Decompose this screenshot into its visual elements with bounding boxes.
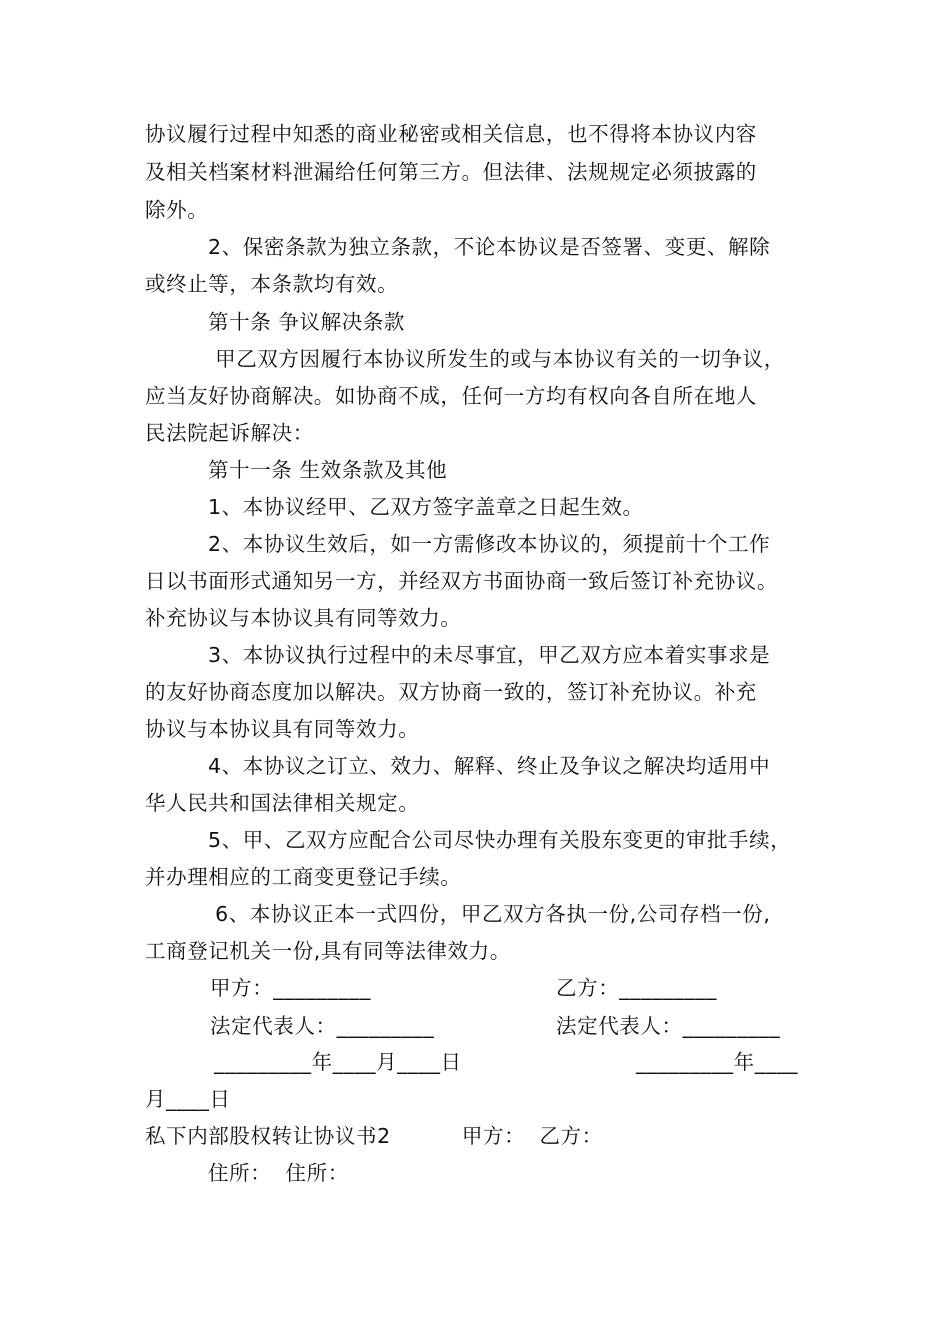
party-a-signature: 甲方：_________ — [210, 976, 371, 1000]
paragraph-line: 民法院起诉解决： — [145, 421, 314, 445]
paragraph-line: 6、本协议正本一式四份，甲乙双方各执一份,公司存档一份, — [208, 902, 771, 926]
party-a-representative: 法定代表人：_________ — [210, 1014, 435, 1038]
paragraph-line: 4、本协议之订立、效力、解释、终止及争议之解决均适用中 — [208, 754, 771, 778]
paragraph-line: 补充协议与本协议具有同等效力。 — [145, 606, 462, 630]
paragraph-line: 甲乙双方因履行本协议所发生的或与本协议有关的一切争议， — [208, 347, 785, 371]
paragraph-line: 工商登记机关一份,具有同等法律效力。 — [145, 939, 511, 963]
paragraph-line: 3、本协议执行过程中的未尽事宜，甲乙双方应本着实事求是 — [208, 643, 771, 667]
section-heading: 第十一条 生效条款及其他 — [208, 458, 448, 482]
paragraph-line: 及相关档案材料泄漏给任何第三方。但法律、法规规定必须披露的 — [145, 160, 757, 184]
paragraph-line: 协议与本协议具有同等效力。 — [145, 717, 420, 741]
paragraph-line: 协议履行过程中知悉的商业秘密或相关信息，也不得将本协议内容 — [145, 122, 757, 146]
paragraph-line: 2、本协议生效后，如一方需修改本协议的，须提前十个工作 — [208, 532, 771, 556]
paragraph-line: 5、甲、乙双方应配合公司尽快办理有关股东变更的审批手续， — [208, 828, 792, 852]
paragraph-line: 应当友好协商解决。如协商不成，任何一方均有权向各自所在地人 — [145, 384, 757, 408]
next-document-title: 私下内部股权转让协议书2 甲方： 乙方： — [145, 1124, 603, 1148]
party-b-date: _________年____ — [636, 1050, 799, 1074]
address-line: 住所： 住所： — [208, 1161, 349, 1185]
party-b-date-continued: 月____日 — [145, 1087, 231, 1111]
paragraph-line: 并办理相应的工商变更登记手续。 — [145, 865, 462, 889]
section-heading: 第十条 争议解决条款 — [208, 310, 406, 334]
party-b-representative: 法定代表人：_________ — [556, 1014, 781, 1038]
paragraph-line: 日以书面形式通知另一方，并经双方书面协商一致后签订补充协议。 — [145, 569, 778, 593]
paragraph-line: 2、保密条款为独立条款，不论本协议是否签署、变更、解除 — [208, 235, 771, 259]
paragraph-line: 的友好协商态度加以解决。双方协商一致的，签订补充协议。补充 — [145, 680, 757, 704]
paragraph-line: 除外。 — [145, 198, 209, 222]
party-b-signature: 乙方：_________ — [556, 976, 717, 1000]
paragraph-line: 1、本协议经甲、乙双方签字盖章之日起生效。 — [208, 495, 644, 519]
party-a-date: _________年____月____日 — [214, 1050, 462, 1074]
paragraph-line: 或终止等，本条款均有效。 — [145, 272, 399, 296]
paragraph-line: 华人民共和国法律相关规定。 — [145, 791, 420, 815]
